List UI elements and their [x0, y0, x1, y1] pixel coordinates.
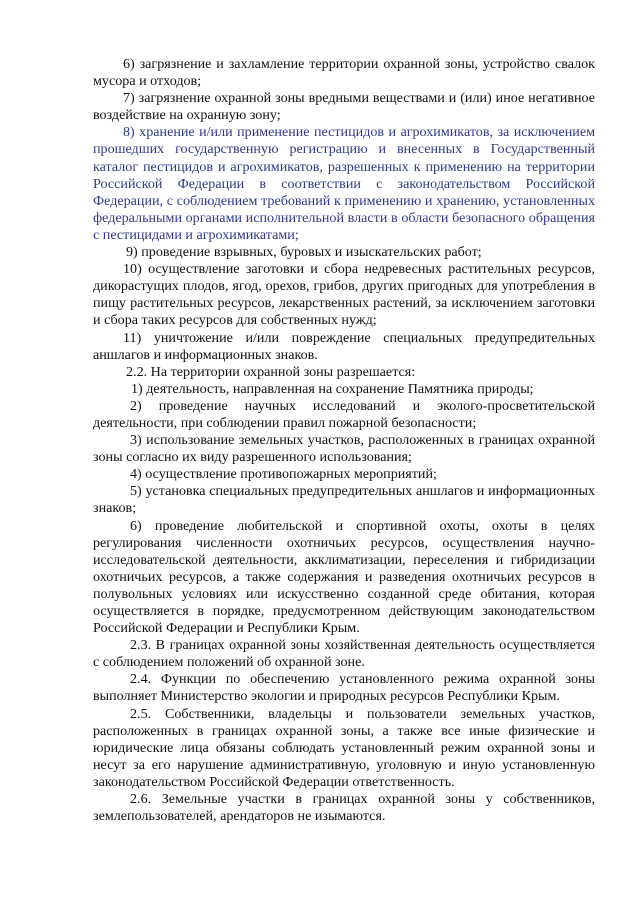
paragraph-section-2-3: 2.3. В границах охранной зоны хозяйственная деятельность осуществляется с соблюдением положений об охранной зоне. — [93, 637, 595, 671]
paragraph-allowed-2: 2) проведение научных исследований и эколого-просветительской деятельности, при соблюдении правил пожарной безопасности; — [93, 397, 595, 431]
paragraph-restriction-11: 11) уничтожение и/или повреждение специальных предупредительных аншлагов и информационных знаков. — [93, 329, 595, 363]
paragraph-restriction-7: 7) загрязнение охранной зоны вредными веществами и (или) иное негативное воздействие на охранную зону; — [93, 90, 595, 124]
paragraph-allowed-3: 3) использование земельных участков, расположенных в границах охранной зоны согласно их виду разрешенного использования; — [93, 432, 595, 466]
paragraph-allowed-6: 6) проведение любительской и спортивной охоты, охоты в целях регулирования численности охотничьих ресурсов, осуществления научно-исследовательской деятельности, акклиматизации, переселения и гибридизации охотничьих ресурсов, а также содержания и разведения охотничьих ресурсов в полувольных условиях или искусственно созданной среде обитания, которая осуществляется в порядке, предусмотренном действующим законодательством Российской Федерации и Республики Крым. — [93, 517, 595, 637]
paragraph-section-2-2: 2.2. На территории охранной зоны разрешается: — [126, 363, 416, 380]
paragraph-section-2-5: 2.5. Собственники, владельцы и пользователи земельных участков, расположенных в границах охранной зоны, а также все иные физические и юридические лица обязаны соблюдать установленный режим охранной зоны и несут за его нарушение административную, уголовную и иную установленную законодательством Российской Федерации ответственность. — [93, 705, 595, 790]
paragraph-allowed-5: 5) установка специальных предупредительных аншлагов и информационных знаков; — [93, 483, 595, 517]
paragraph-restriction-8: 8) хранение и/или применение пестицидов и агрохимикатов, за исключением прошедших государственную регистрацию и внесенных в Государственный каталог пестицидов и агрохимикатов, разрешенных к применению на территории Российской Федерации в соответствии с законодательством Российской Федерации, с соблюдением требований к применению и хранению, установленных федеральными органами исполнительной власти в области безопасного обращения с пестицидами и агрохимикатами; — [93, 124, 595, 243]
paragraph-restriction-10: 10) осуществление заготовки и сбора недревесных растительных ресурсов, дикорастущих плодов, ягод, орехов, грибов, других пригодных для употребления в пищу растительных ресурсов, лекарственных растений, за исключением заготовки и сбора таких ресурсов для собственных нужд; — [93, 261, 595, 329]
paragraph-allowed-1: 1) деятельность, направленная на сохранение Памятника природы; — [131, 380, 534, 397]
paragraph-allowed-4: 4) осуществление противопожарных мероприятий; — [130, 466, 437, 483]
paragraph-section-2-4: 2.4. Функции по обеспечению установленного режима охранной зоны выполняет Министерство экологии и природных ресурсов Республики Крым. — [93, 671, 595, 705]
paragraph-restriction-9: 9) проведение взрывных, буровых и изыскательских работ; — [126, 244, 482, 261]
paragraph-section-2-6: 2.6. Земельные участки в границах охранной зоны у собственников, землепользователей, арендаторов не изымаются. — [93, 791, 595, 825]
paragraph-restriction-6: 6) загрязнение и захламление территории охранной зоны, устройство свалок мусора и отходов; — [93, 56, 595, 90]
document-page — [93, 56, 595, 825]
